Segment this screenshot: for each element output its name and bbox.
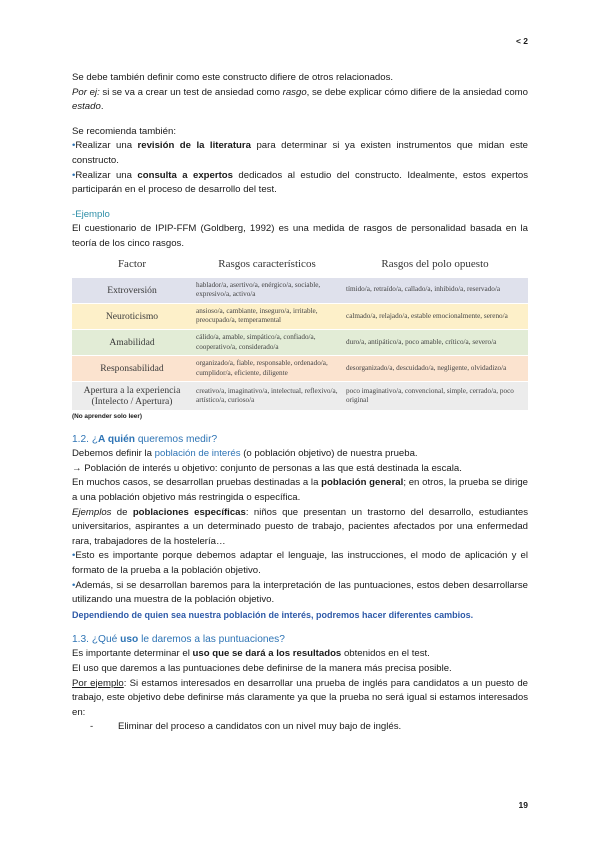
bullet-icon: •: [72, 550, 76, 562]
s13-paragraph-1: [72, 647, 528, 662]
s12-highlight: Dependiendo de quien sea nuestra población de interés, podremos hacer diferentes cambios.: [72, 609, 474, 620]
opposite-cell: calmado/a, relajado/a, estable emocionalmente, sereno/a: [342, 303, 528, 329]
bullet-icon: •: [72, 579, 76, 591]
section-heading-1-2: [72, 432, 528, 447]
italic-term: Ejemplos: [72, 506, 112, 518]
section-heading-1-3: [72, 632, 528, 647]
table-row: [72, 382, 528, 411]
page-content: [72, 71, 528, 735]
example-text: .: [100, 101, 104, 113]
text: : niños que presentan un trastorno del desarrollo, estudiantes universitarios, aspirantes a un determinado puesto de trabajo, pacientes afectados por una enfermedad rara, trabajadores de la hostelería…: [72, 506, 528, 547]
example-heading: -Ejemplo: [72, 208, 110, 220]
factor-cell: Extroversión: [72, 277, 192, 303]
bullet-text: Realizar una: [75, 169, 138, 181]
traits-cell: organizado/a, fiable, responsable, ordenado/a, cumplidor/a, eficiente, diligente: [192, 356, 342, 382]
example-term-rasgo: rasgo: [282, 86, 307, 98]
underlined-label: Por ejemplo: [72, 677, 124, 689]
text: : Si estamos interesados en desarrollar una prueba de inglés para candidatos a un puesto de trabajo, este objetivo debe definirse más claramente ya que la prueba no será igual si estamos interesados en:: [72, 677, 528, 718]
table-note: (No aprender solo leer): [72, 413, 142, 421]
traits-cell: ansioso/a, cambiante, inseguro/a, irritable, preocupado/a, temperamental: [192, 303, 342, 329]
bullet-icon: •: [72, 169, 76, 181]
example-text: si se va a crear un test de ansiedad como: [99, 86, 283, 98]
table-header-row: [72, 255, 528, 278]
factor-cell: Amabilidad: [72, 329, 192, 355]
page-marker: < 2: [515, 36, 528, 46]
text: (o población objetivo) de nuestra prueba.: [240, 448, 418, 460]
bullet-text: dedicados al estudio del constructo. Idealmente, estos expertos participarán en el proceso de desarrollo del test.: [72, 169, 529, 196]
bullet-text: Realizar una: [75, 140, 138, 152]
s12-bullet-1: [72, 549, 528, 578]
bold-term: uso que se dará a los resultados: [192, 648, 342, 660]
traits-cell: hablador/a, asertivo/a, enérgico/a, sociable, expresivo/a, activo/a: [192, 277, 342, 303]
recommend-bullet-literature: [72, 139, 528, 168]
opposite-cell: desorganizado/a, descuidado/a, negligente, olvidadizo/a: [342, 356, 528, 382]
bullet-icon: •: [72, 140, 76, 152]
highlight-term: población de interés: [154, 448, 241, 460]
example-text: El cuestionario de IPIP-FFM (Goldberg, 1992) es una medida de rasgos de personalidad basada en la teoría de los cinco rasgos.: [72, 223, 528, 249]
header-opposite: Rasgos del polo opuesto: [381, 257, 489, 270]
s12-paragraph-2: → Población de interés u objetivo: conjunto de personas a las que está destinada la escala.: [72, 462, 462, 474]
factor-cell: Responsabilidad: [72, 356, 192, 382]
recommend-title: Se recomienda también:: [72, 125, 176, 137]
factor-cell: Neuroticismo: [72, 303, 192, 329]
s12-bullet-2: [72, 579, 528, 608]
table-row: [72, 356, 528, 382]
s12-paragraph-1: [72, 447, 528, 462]
personality-traits-table: [72, 255, 528, 411]
dash-item-text: Eliminar del proceso a candidatos con un nivel muy bajo de inglés.: [118, 721, 402, 733]
intro-example: [72, 86, 528, 115]
recommend-bullet-experts: [72, 169, 528, 198]
bold-term: población general: [321, 477, 404, 489]
text: de: [111, 506, 133, 518]
bullet-bold: consulta a expertos: [137, 169, 233, 181]
text: En muchos casos, se desarrollan pruebas destinadas a la: [72, 477, 322, 489]
example-text: , se debe explicar cómo difiere de la ansiedad como: [306, 86, 528, 98]
intro-line: Se debe también definir como este constructo difiere de otros relacionados.: [72, 72, 394, 83]
text: Debemos definir la: [72, 448, 155, 460]
text: ; en otros, la prueba se dirige a una población objetivo más restringida o específica.: [72, 477, 528, 504]
s13-paragraph-3: [72, 677, 528, 721]
bullet-text: para determinar si ya existen instrumentos que midan este constructo.: [72, 140, 528, 166]
opposite-cell: duro/a, antipático/a, poco amable, crítico/a, severo/a: [342, 329, 528, 355]
bullet-text: Esto es importante porque debemos adaptar el lenguaje, las instrucciones, el modo de aplicación y el formato de la prueba a la población objetivo.: [72, 550, 528, 577]
text: Es importante determinar el: [72, 648, 193, 660]
heading-bold: A quién: [98, 434, 136, 446]
heading-text: le daremos a las puntuaciones?: [138, 634, 285, 646]
heading-text: queremos medir?: [135, 434, 218, 446]
bold-term: poblaciones específicas: [132, 506, 246, 518]
table-row: [72, 277, 528, 303]
heading-text: 1.2. ¿: [72, 434, 99, 446]
text: obtenidos en el test.: [341, 648, 430, 660]
page-number: 19: [518, 800, 528, 810]
heading-text: 1.3. ¿Qué: [72, 634, 121, 646]
example-term-estado: estado: [72, 101, 101, 113]
s12-paragraph-3: [72, 476, 528, 505]
table-row: [72, 329, 528, 355]
bullet-bold: revisión de la literatura: [137, 140, 251, 152]
s13-dash-item: [72, 720, 528, 735]
header-factor: Factor: [117, 257, 147, 270]
opposite-cell: tímido/a, retraído/a, callado/a, inhibido/a, reservado/a: [342, 277, 528, 303]
heading-bold: uso: [120, 634, 139, 646]
example-label: Por ej:: [72, 86, 100, 98]
s12-paragraph-4: [72, 506, 528, 550]
traits-cell: cálido/a, amable, simpático/a, confiado/a, cooperativo/a, considerado/a: [192, 329, 342, 355]
s13-paragraph-2: El uso que daremos a las puntuaciones debe definirse de la manera más precisa posible.: [72, 663, 452, 674]
factor-cell: Apertura a la experiencia (Intelecto / Apertura): [72, 382, 192, 411]
header-traits: Rasgos característicos: [218, 257, 316, 270]
bullet-text: Además, si se desarrollan baremos para la interpretación de las puntuaciones, estos deben desarrollarse utilizando una muestra de la población objetivo.: [72, 579, 528, 606]
dash-marker: -: [90, 721, 94, 733]
table-row: [72, 303, 528, 329]
traits-cell: creativo/a, imaginativo/a, intelectual, reflexivo/a, artístico/a, curioso/a: [192, 382, 342, 411]
opposite-cell: poco imaginativo/a, convencional, simple, cerrado/a, poco original: [342, 382, 528, 411]
